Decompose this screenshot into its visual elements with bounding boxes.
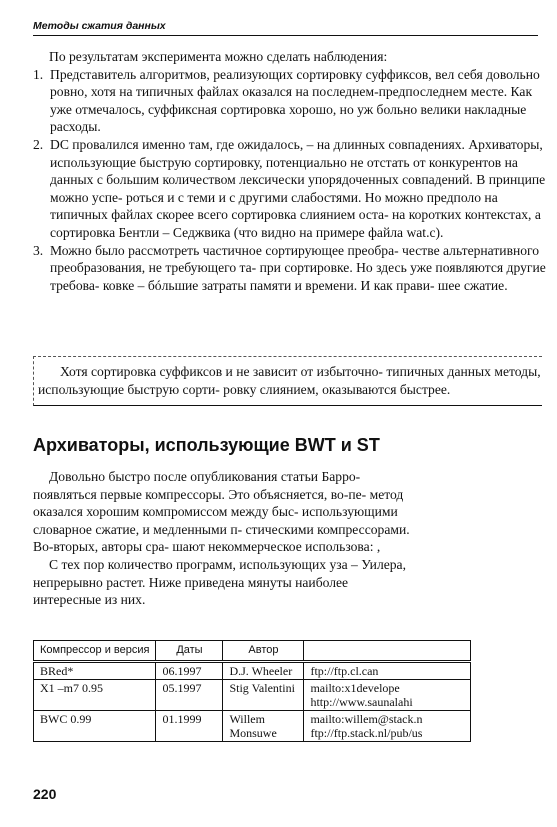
cell-compressor: BRed* <box>34 662 156 680</box>
list-item-text: Представитель алгоритмов, реализующих сортировку суффиксов, вел себя довольно ровно, хотя на типичных файлах оказался на последнем-предпоследнем месте. Как уже отмечалось, суффиксная сортировка хорошо, но уж больно велики накладные расходы. <box>50 66 540 135</box>
list-item-number: 2. <box>33 136 44 152</box>
cell-author: Stig Valentini <box>223 680 304 711</box>
table-row <box>34 711 471 742</box>
section-title: Архиваторы, использующие BWT и ST <box>33 435 380 455</box>
column-header-author: Автор <box>223 641 304 662</box>
list-item-number: 1. <box>33 66 44 82</box>
column-header-compressor: Компрессор и версия <box>34 641 156 662</box>
observations-list <box>33 66 553 295</box>
link-text: mailto:willem@stack.n <box>310 712 423 726</box>
cell-date: 05.1997 <box>156 680 223 711</box>
cell-date: 01.1999 <box>156 711 223 742</box>
list-item-number: 3. <box>33 242 44 258</box>
list-item-text: Можно было рассмотреть частичное сортирующее преобра- честве альтернативного преобразования, не требующего та- при сортировке. Но здесь уже появляются другие требова- ковке – бóльшие затраты памяти и времени. И как прави- шее сжатие. <box>50 242 546 293</box>
observations-section <box>33 48 553 294</box>
list-item <box>33 136 553 242</box>
cell-links <box>304 662 471 680</box>
cell-compressor: BWC 0.99 <box>34 711 156 742</box>
link-text: http://www.saunalahi <box>310 695 413 709</box>
intro-paragraph: По результатам эксперимента можно сделать наблюдения: <box>49 49 388 64</box>
list-item <box>33 242 553 295</box>
cell-links <box>304 680 471 711</box>
table-row <box>34 662 471 680</box>
page-number: 220 <box>33 786 57 802</box>
list-item <box>33 66 553 136</box>
cell-links <box>304 711 471 742</box>
running-head: Методы сжатия данных <box>33 20 538 36</box>
table-header-row <box>34 641 471 662</box>
compressors-table <box>33 640 471 742</box>
link-text: ftp://ftp.stack.nl/pub/us <box>310 726 423 740</box>
cell-author: D.J. Wheeler <box>223 662 304 680</box>
section-paragraph: Довольно быстро после опубликования статьи Барро- появляться первые компрессоры. Это объясняется, во-пе- метод оказался хорошим компромиссом между быс- использующими словарное сжатие, и медленными п- стическими компрессорами. Во-вторых, авторы сра- шают некоммерческое использова: , <box>33 469 410 555</box>
list-item-text: DC провалился именно там, где ожидалось, – на длинных совпадениях. Архиваторы, использующие быструю сортировку, потенциально не отстать от конкурентов на данных с большим количеством лексически упорядоченных совпадений. В принципе можно успе- роться и с теми и с другими слабостями. Но можно предполо на типичных файлах скорее всего сортировка слиянием оста- на коротких контекстах, а сортировка Бентли – Седжвика (что видно на примере файла wat.c). <box>50 136 546 240</box>
link-text: mailto:x1develope <box>310 681 400 695</box>
link-text: ftp://ftp.cl.can <box>310 664 379 678</box>
section-paragraph: С тех пор количество программ, использующих уза – Уилера, непрерывно растет. Ниже приведена мянуты наиболее интересные из них. <box>33 556 406 608</box>
cell-date: 06.1997 <box>156 662 223 680</box>
note-box <box>33 356 542 406</box>
table-row <box>34 680 471 711</box>
column-header-links <box>304 641 471 662</box>
column-header-date: Даты <box>156 641 223 662</box>
cell-author: Willem Monsuwe <box>223 711 304 742</box>
cell-compressor: X1 –m7 0.95 <box>34 680 156 711</box>
note-text: Хотя сортировка суффиксов и не зависит от избыточно- типичных данных методы, использующие быструю сорти- ровку слиянием, оказываются быстрее. <box>38 364 541 397</box>
section-body <box>33 468 413 609</box>
